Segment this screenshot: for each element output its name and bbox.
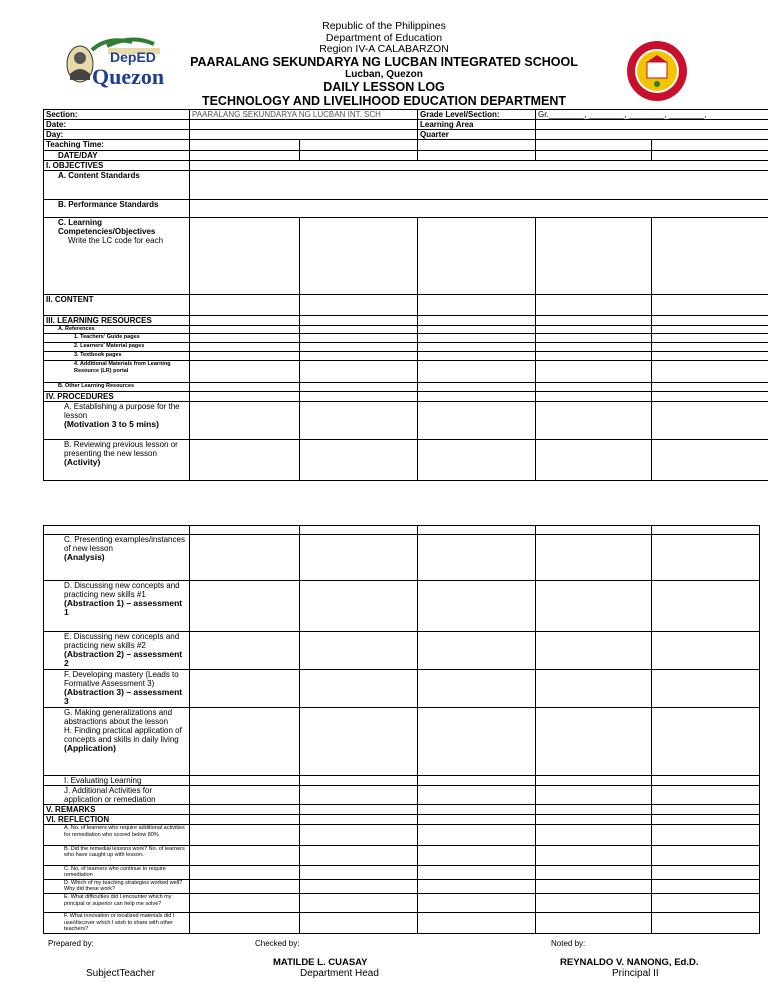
cell[interactable] [418,295,536,315]
cell[interactable] [536,865,652,879]
cell[interactable] [652,352,768,361]
svg-text:Quezon: Quezon [92,64,165,89]
cell[interactable] [652,913,760,934]
cell [190,160,768,170]
procedure-c-label: C. Presenting examples/instances of new lesson [64,535,185,554]
cell[interactable] [190,631,300,669]
learners-material-label: 2. Learners' Material pages [44,343,190,352]
cell[interactable] [652,776,760,786]
cell[interactable] [300,865,418,879]
cell[interactable] [190,526,300,535]
learning-competencies-label: C. Learning Competencies/Objectives [58,218,156,237]
header-department: Department of Education [325,32,443,44]
cell[interactable] [300,295,418,315]
cell[interactable] [300,440,418,481]
learning-resources-heading: III. LEARNING RESOURCES [44,315,190,325]
section-value[interactable]: PAARALANG SEKUNDARYA NG LUCBAN INT. SCH [190,110,418,120]
procedures-heading: IV. PROCEDURES [44,391,190,401]
cell[interactable] [536,295,652,315]
procedure-f-label: F. Developing mastery (Leads to Formative Assessment 3) [64,670,179,689]
header-school: PAARALANG SEKUNDARYA NG LUCBAN INTEGRATED SCHOOL [190,55,578,69]
cell[interactable] [536,526,652,535]
procedure-h-bold: (Application) [64,742,116,753]
cell[interactable] [652,526,760,535]
cell[interactable] [536,440,652,481]
noter-role: Principal II [612,968,659,979]
cell[interactable] [652,865,760,879]
cell[interactable] [300,218,418,295]
cell [652,815,760,825]
grade-level-value[interactable]: Gr.________, ________, ________, ________, [536,110,768,120]
cell[interactable] [652,382,768,391]
school-seal-logo [626,40,688,102]
cell[interactable] [300,776,418,786]
cell[interactable] [190,707,300,776]
procedure-a-bold: (Motivation 3 to 5 mins) [64,418,159,429]
objectives-heading: I. OBJECTIVES [44,160,190,170]
procedure-d-bold: (Abstraction 1) – assessment 1 [64,598,183,618]
reflection-a-label: A. No. of learners who require additional activities for remediation who scored below 80% [44,825,190,845]
lesson-log-table-page1 [43,109,768,481]
cell[interactable] [652,315,768,325]
cell[interactable] [418,343,536,352]
section-label: Section: [44,110,190,120]
teachers-guide-label: 1. Teachers' Guide pages [44,333,190,342]
cell[interactable] [190,786,300,805]
cell [300,815,418,825]
procedure-e-bold: (Abstraction 2) – assessment 2 [64,648,183,668]
cell[interactable] [418,581,536,631]
references-label: A. References [44,325,190,333]
content-heading: II. CONTENT [44,295,190,315]
cell[interactable] [300,913,418,934]
cell[interactable] [190,352,300,361]
cell[interactable] [190,894,300,913]
cell[interactable] [300,845,418,865]
cell[interactable] [300,315,418,325]
cell[interactable] [652,670,760,707]
cell[interactable] [652,401,768,440]
cell[interactable] [652,786,760,805]
cell[interactable] [300,352,418,361]
cell[interactable] [536,894,652,913]
cell[interactable] [652,295,768,315]
cell[interactable] [190,295,300,315]
cell[interactable] [418,218,536,295]
cell[interactable] [536,150,652,160]
cell[interactable] [536,670,652,707]
cell[interactable] [190,845,300,865]
cell[interactable] [536,535,652,581]
reflection-e-label: E. What difficulties did I encounter which my principal or superior can help me solve? [44,894,190,913]
procedure-f-bold: (Abstraction 3) – assessment 3 [64,687,183,707]
cell[interactable] [652,361,768,382]
cell[interactable] [300,581,418,631]
date-label: Date: [44,120,190,130]
cell[interactable] [300,786,418,805]
checker-name: MATILDE L. CUASAY [273,957,368,968]
cell[interactable] [536,352,652,361]
cell[interactable] [190,218,300,295]
cell[interactable] [652,440,768,481]
cell[interactable] [418,670,536,707]
quarter-value[interactable] [536,130,768,140]
cell[interactable] [300,325,418,333]
prepared-by-label: Prepared by: [48,939,94,948]
cell[interactable] [300,526,418,535]
cell[interactable] [418,325,536,333]
grade-level-label: Grade Level/Section: [418,110,536,120]
cell[interactable] [536,581,652,631]
checked-by-label: Checked by: [255,939,300,948]
cell [300,391,418,401]
cell[interactable] [190,382,300,391]
cell [418,391,536,401]
cell[interactable] [652,343,768,352]
cell[interactable] [190,325,300,333]
cell[interactable] [418,707,536,776]
cell[interactable] [652,631,760,669]
cell[interactable] [652,805,760,815]
procedure-d-label: D. Discussing new concepts and practicing new skills #1 [64,581,180,600]
cell[interactable] [418,401,536,440]
noted-by-label: Noted by: [551,939,586,948]
cell [418,815,536,825]
cell[interactable] [418,440,536,481]
cell[interactable] [418,879,536,893]
cell[interactable] [536,707,652,776]
day-value[interactable] [190,130,418,140]
cell[interactable] [190,670,300,707]
cell[interactable] [536,631,652,669]
content-standards-value[interactable] [190,170,768,199]
cell [44,526,190,535]
cell[interactable] [536,879,652,893]
procedure-e-label: E. Discussing new concepts and practicing new skills #2 [64,631,180,650]
procedure-g-label: G. Making generalizations and abstractions about the lesson [64,707,173,726]
cell[interactable] [190,581,300,631]
remarks-heading: V. REMARKS [44,805,190,815]
cell[interactable] [300,401,418,440]
cell[interactable] [190,315,300,325]
cell[interactable] [536,786,652,805]
cell[interactable] [418,825,536,845]
cell [190,815,300,825]
cell[interactable] [418,805,536,815]
date-value[interactable] [190,120,418,130]
cell[interactable] [536,343,652,352]
cell[interactable] [190,879,300,893]
learning-area-value[interactable] [536,120,768,130]
cell[interactable] [300,361,418,382]
cell[interactable] [190,913,300,934]
cell[interactable] [418,333,536,342]
performance-standards-label: B. Performance Standards [44,200,190,218]
cell[interactable] [300,879,418,893]
reflection-c-label: C. No. of learners who continue to require remediation [44,865,190,879]
content-standards-label: A. Content Standards [44,170,190,199]
cell[interactable] [300,535,418,581]
cell[interactable] [190,343,300,352]
cell[interactable] [300,631,418,669]
header-location: Lucban, Quezon [345,69,423,80]
reflection-b-label: B. Did the remedial lessons work? No. of learners who have caught up with lesson. [44,845,190,865]
cell[interactable] [418,535,536,581]
cell[interactable] [418,776,536,786]
cell[interactable] [418,865,536,879]
other-resources-label: B. Other Learning Resources [44,382,190,391]
cell[interactable] [190,440,300,481]
cell[interactable] [536,825,652,845]
cell[interactable] [300,140,418,150]
noter-name: REYNALDO V. NANONG, Ed.D. [560,957,699,968]
cell[interactable] [418,913,536,934]
cell[interactable] [536,361,652,382]
quarter-label: Quarter [418,130,536,140]
cell[interactable] [536,913,652,934]
cell[interactable] [418,150,536,160]
cell[interactable] [652,333,768,342]
cell[interactable] [300,825,418,845]
cell[interactable] [418,786,536,805]
cell[interactable] [536,382,652,391]
cell[interactable] [418,140,536,150]
cell[interactable] [418,894,536,913]
page-subtitle: TECHNOLOGY AND LIVELIHOOD EDUCATION DEPARTMENT [201,94,567,108]
cell[interactable] [418,315,536,325]
cell[interactable] [300,382,418,391]
cell[interactable] [190,865,300,879]
cell[interactable] [418,352,536,361]
day-label: Day: [44,130,190,140]
checker-role: Department Head [300,968,379,979]
cell[interactable] [300,805,418,815]
cell[interactable] [190,150,300,160]
procedure-c-bold: (Analysis) [64,552,105,563]
cell[interactable] [418,526,536,535]
textbook-pages-label: 3. Textbook pages [44,352,190,361]
procedure-i-label: I. Evaluating Learning [44,776,190,786]
deped-quezon-logo [62,34,172,94]
cell[interactable] [652,894,760,913]
cell[interactable] [536,140,652,150]
cell[interactable] [536,401,652,440]
cell[interactable] [652,879,760,893]
cell[interactable] [536,333,652,342]
cell[interactable] [652,140,768,150]
svg-text:DepED: DepED [110,49,156,65]
cell[interactable] [190,805,300,815]
cell[interactable] [652,150,768,160]
cell[interactable] [652,707,760,776]
procedure-j-label: J. Additional Activities for application or remediation [44,786,190,805]
teaching-time-label: Teaching Time: [44,140,190,150]
additional-materials-label: 4. Additional Materials from Learning Resource (LR) portal [44,361,190,382]
lc-note: Write the LC code for each [68,236,164,246]
cell[interactable] [652,845,760,865]
reflection-f-label: F. What innovation or localized materials did I use/discover which I wish to share with other teachers? [44,913,190,934]
cell[interactable] [652,581,760,631]
header-region: Region IV-A CALABARZON [319,43,449,55]
cell[interactable] [190,140,300,150]
header-republic: Republic of the Philippines [322,20,446,32]
cell[interactable] [300,670,418,707]
cell[interactable] [418,845,536,865]
procedure-h-label: H. Finding practical application of concepts and skills in daily living [64,725,182,744]
cell[interactable] [418,361,536,382]
cell [652,391,768,401]
learning-area-label: Learning Area [418,120,536,130]
reflection-d-label: D. Which of my teaching strategies worked well? Why did these work? [44,879,190,893]
cell[interactable] [190,361,300,382]
cell [190,391,300,401]
procedure-b-label: B. Reviewing previous lesson or presenting the new lesson [64,440,178,459]
cell[interactable] [300,707,418,776]
lesson-log-table-page2 [43,525,760,934]
procedure-b-bold: (Activity) [64,457,101,468]
cell[interactable] [190,333,300,342]
procedure-a-label: A. Establishing a purpose for the lesson [64,401,180,420]
cell[interactable] [536,805,652,815]
cell[interactable] [536,325,652,333]
cell[interactable] [190,401,300,440]
reflection-heading: VI. REFLECTION [44,815,190,825]
cell[interactable] [300,333,418,342]
cell[interactable] [418,382,536,391]
date-day-label: DATE/DAY [44,150,190,160]
cell[interactable] [536,776,652,786]
cell[interactable] [536,315,652,325]
cell[interactable] [652,535,760,581]
performance-standards-value[interactable] [190,200,768,218]
cell[interactable] [652,218,768,295]
cell[interactable] [190,776,300,786]
cell[interactable] [652,825,760,845]
cell[interactable] [652,325,768,333]
cell [536,815,652,825]
cell[interactable] [536,845,652,865]
cell [536,391,652,401]
cell[interactable] [300,343,418,352]
preparer-role: SubjectTeacher [86,968,155,979]
cell[interactable] [418,631,536,669]
page-title: DAILY LESSON LOG [323,80,445,94]
cell[interactable] [190,825,300,845]
cell[interactable] [536,218,652,295]
cell[interactable] [190,535,300,581]
cell[interactable] [300,150,418,160]
cell[interactable] [300,894,418,913]
